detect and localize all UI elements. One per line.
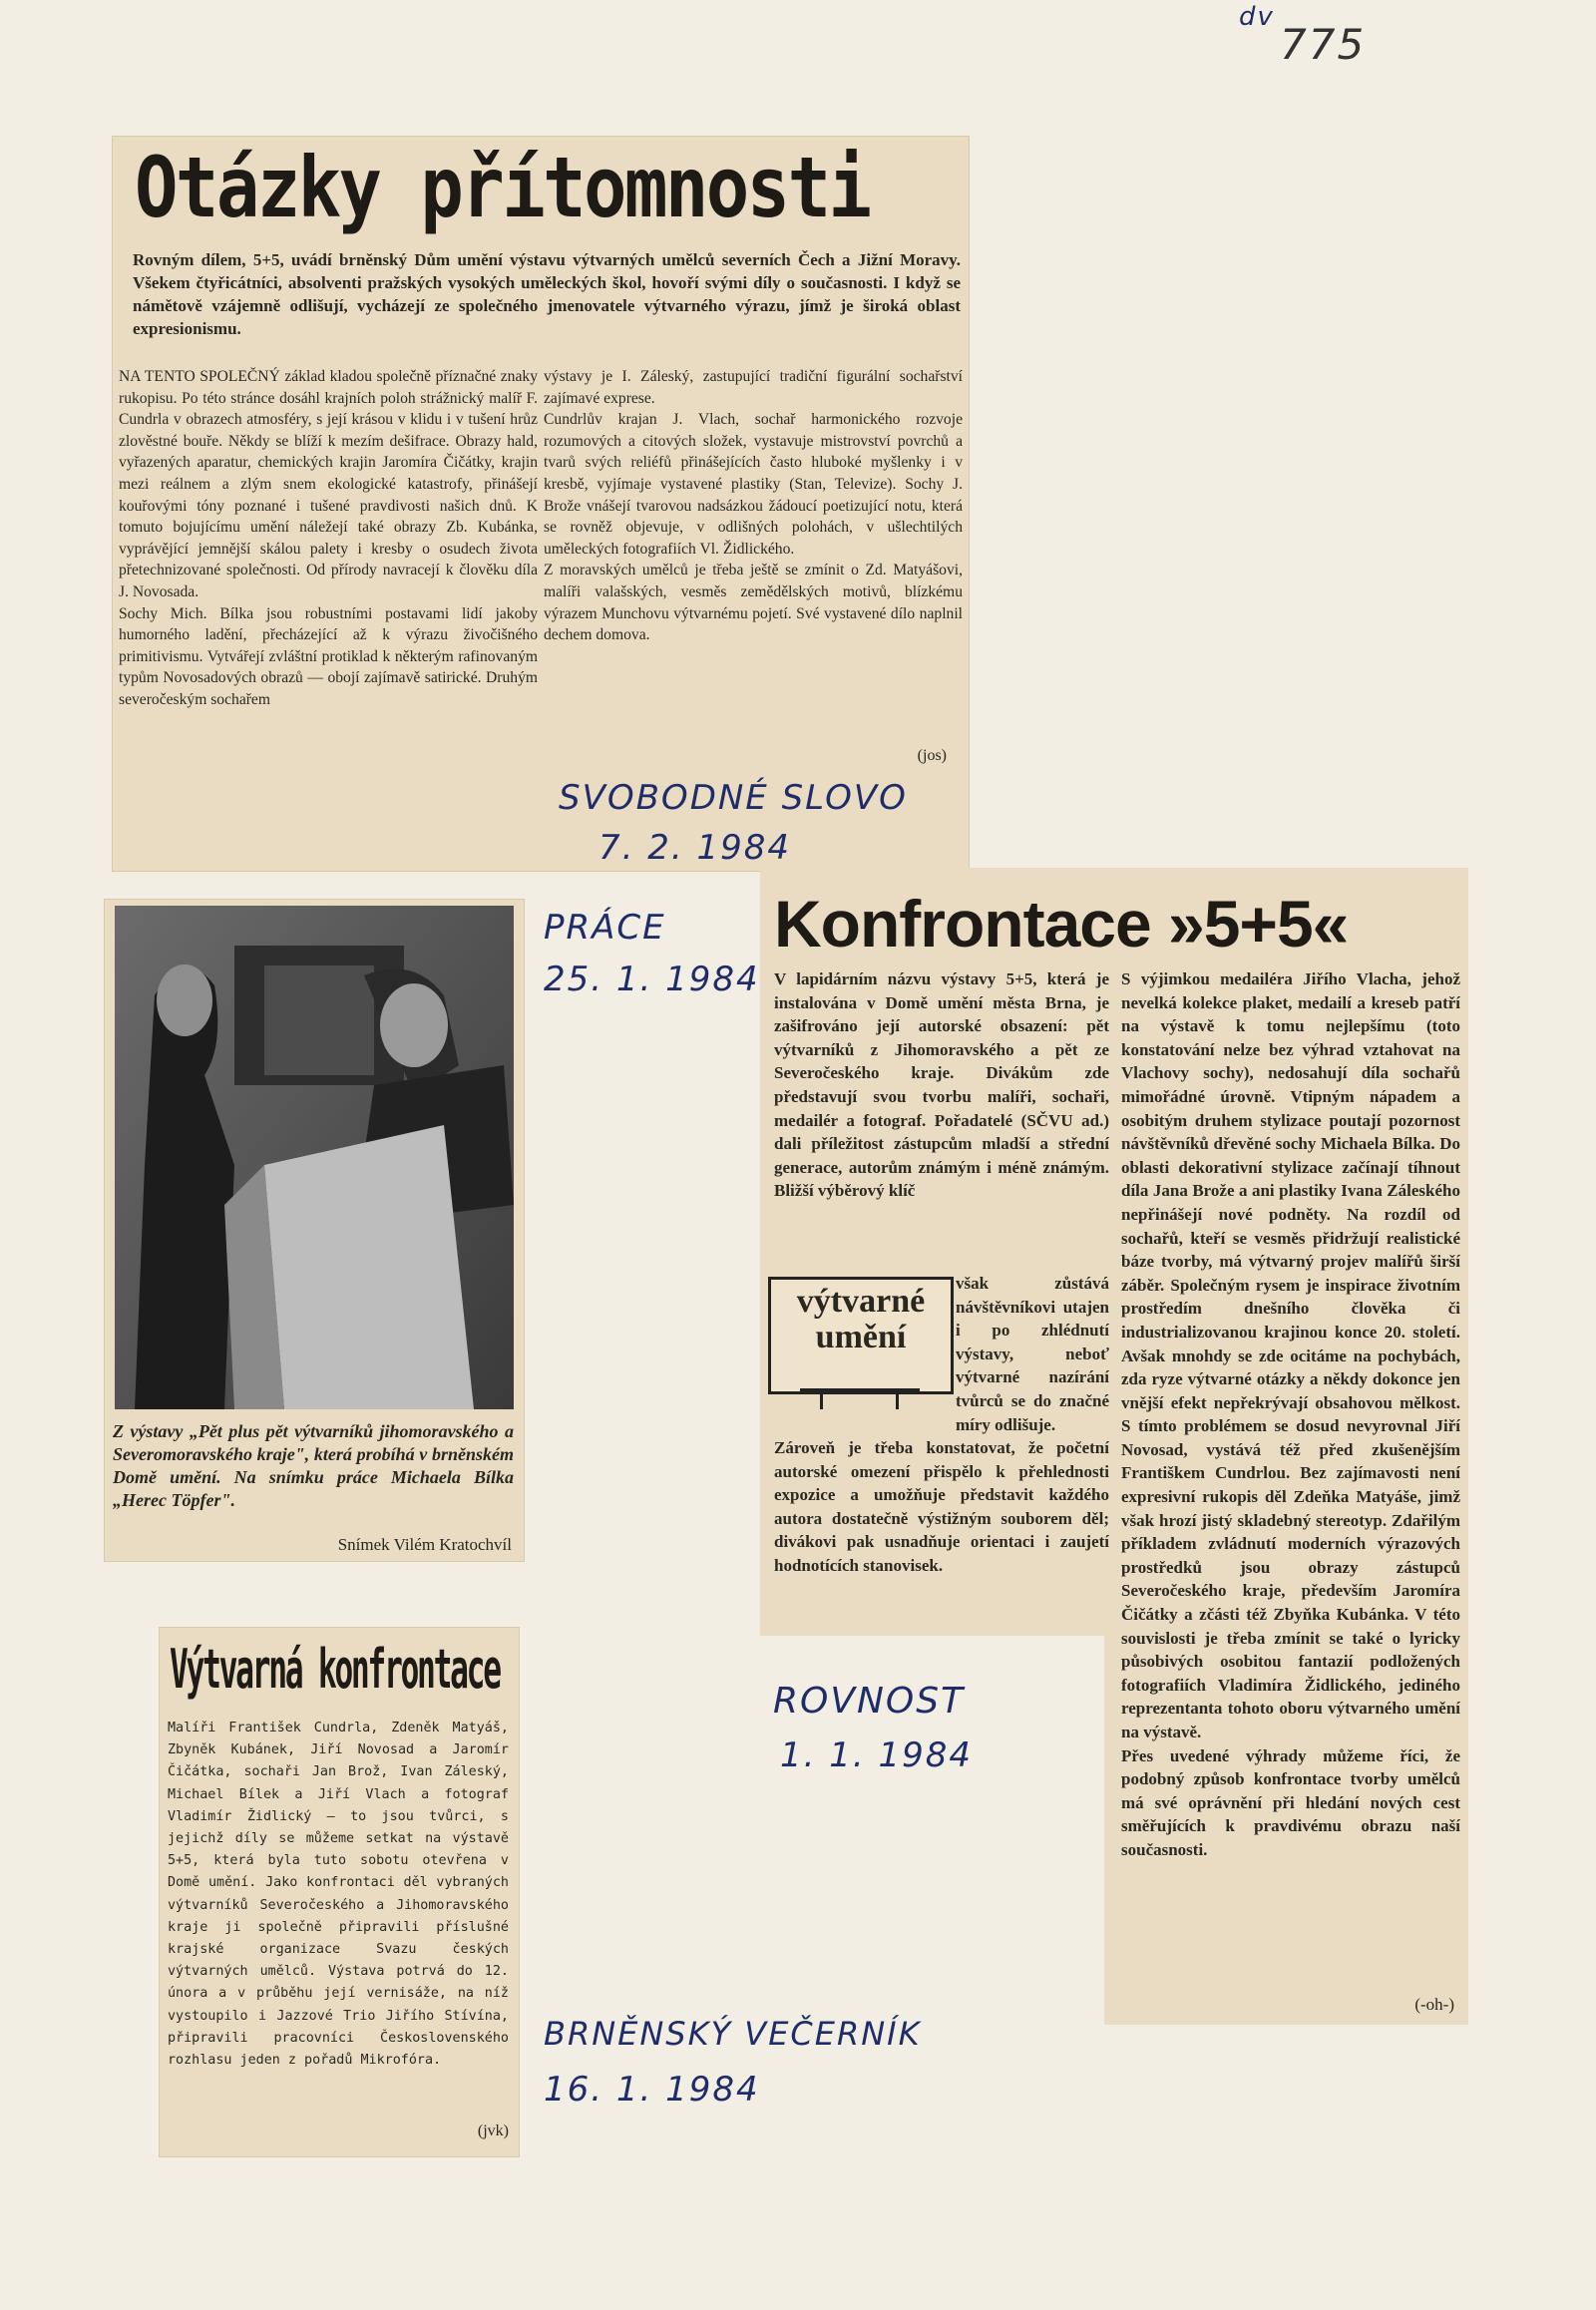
column-1-bottom: Zároveň je třeba konstatovat, že početní autorské omezení přispělo k přehlednosti expozice a umožňuje představit každého autora dostatečně výstižným souborem děl; divákovi pak usnadňuje orientaci i zaujetí hodnotících stanovisek. [774, 1438, 1109, 1575]
headline: Otázky přítomnosti [135, 139, 870, 236]
rubric-label: výtvarné umění [796, 1283, 926, 1355]
source-label-svobodne-slovo: SVOBODNÉ SLOVO [559, 778, 908, 818]
headline: Konfrontace »5+5« [774, 887, 1349, 961]
article-column-2: výstavy je I. Záleský, zastupující tradiční figurální sochařství zajímavé exprese. Cundrlův krajan J. Vlach, sochař harmonického rozvoje rozumových a citových složek, vystavuje mistrovství povrchů a tvarů svých reliéfů přinášejících často hluboké myšlenky i v kresbě, vyjímaje vystavené plastiky (Stan, Televize). Sochy J. Brože vnášejí tvarovou nadsázkou žádoucí poetizující notu, která se rovněž objevuje, v odlišných polohách, v ušlechtilých uměleckých fotografiích Vl. Židlického. Z moravských umělců je třeba ještě se zmínit o Zd. Matyášovi, malíři valašských, vesměs zemědělských motivů, blízkému výrazem Munchovu výtvarnému pojetí. Své vystavené dílo naplnil dechem domova. [544, 368, 963, 644]
source-date-svobodne-slovo: 7. 2. 1984 [598, 828, 792, 868]
source-date-rovnost: 1. 1. 1984 [780, 1735, 974, 1775]
rubric-stand [800, 1388, 920, 1411]
source-date-prace: 25. 1. 1984 [544, 960, 760, 999]
source-label-rovnost: ROVNOST [773, 1681, 966, 1722]
article-signature: (jos) [917, 747, 947, 764]
rubric-box [768, 1277, 954, 1394]
archive-number: 775 [1280, 20, 1367, 69]
headline: Výtvarná konfrontace [170, 1638, 500, 1701]
clipping-photo-prace [105, 900, 524, 1561]
photo-credit: Snímek Vilém Kratochvíl [337, 1535, 512, 1554]
article-signature: (-oh-) [1414, 1995, 1454, 2014]
article-body: Malíři František Cundrla, Zdeněk Matyáš, Zbyněk Kubánek, Jiří Novosad a Jaromír Čičátka, sochaři Jan Brož, Ivan Záleský, Michael Bílek a Jiří Vlach a fotograf Vladimír Židlický — to jsou tvůrci, s jejichž díly se můžeme setkat na výstavě 5+5, která byla tuto sobotu otevřena v Domě umění. Jako konfrontaci děl vybraných výtvarníků Severočeského a Jihomoravského kraje ji společně připravili příslušné krajské organizace Svazu českých výtvarných umělců. Výstava potrvá do 12. února a v průběhu její vernisáže, na níž vystoupilo i Jazzové Trio Jiřího Stívína, připravili pracovníci Československého rozhlasu jeden z pořadů Mikrofóra. [168, 1721, 509, 2069]
article-signature: (jvk) [477, 2122, 509, 2139]
lead-paragraph: Rovným dílem, 5+5, uvádí brněnský Dům umění výstavu výtvarných umělců severních Čech a Jižní Moravy. Všekem čtyřicátníci, absolventi pražských vysokých uměleckých škol, hovoří svými díly o současnosti. I když se námětově vzájemně odlišují, vycházejí ze společného jmenovatele výtvarného výrazu, jímž je široká oblast expresionismu. [133, 250, 961, 338]
photo-caption: Z výstavy „Pět plus pět výtvarníků jihomoravského a Severomoravského kraje", která probíhá v brněnském Domě umění. Na snímku práce Michaela Bílka „Herec Töpfer". [113, 1421, 514, 1510]
clipping-konfrontace [760, 868, 1468, 2025]
column-1-top: V lapidárním názvu výstavy 5+5, která je instalována v Domě umění města Brna, je zašifrováno její autorské obsazení: pět výtvarníků z Jihomoravského a pět ze Severočeského kraje. Divákům zde představují svou tvorbu malíři, sochaři, medailér a fotograf. Pořadatelé (SČVU ad.) dali příležitost zástupcům mladší a střední generace, autorům známým i méně známým. Bližší výběrový klíč [774, 969, 1109, 1201]
exhibition-photo [115, 906, 524, 1409]
source-label-prace: PRÁCE [544, 908, 666, 948]
archive-initials: dv [1239, 2, 1275, 32]
source-date-brnensky-vecernik: 16. 1. 1984 [544, 2070, 760, 2110]
article-column-1: NA TENTO SPOLEČNÝ základ kladou společně příznačné znaky rukopisu. Po této stránce dosáhl krajních poloh strážnický malíř F. Cundrla v obrazech atmosféry, s její krásou v klidu i v tušení hrůz zlověstné bouře. Někdy se blíží k mezím dešifrace. Obrazy hald, vyřazených aparatur, chemických krajin Jaromíra Čičátky, krajin mezi reálnem a zlým snem ekologické katastrofy, přinášejí kouřovými tóny poznané i tušené pravdivosti našich dnů. K tomuto bojujícímu umění náležejí také obrazy Zb. Kubánka, vyprávějící jemnější skálou palety i kresby o osudech života přetechnizované společnosti. Od přírody navracejí k člověku díla J. Novosada. Sochy Mich. Bílka jsou robustními postavami lidí jakoby humorného ladění, přecházející až k výrazu živočišného primitivismu. Vytvářejí zvláštní protiklad k některým rafinovaným typům Novosadových obrazů — obojí zajímavě satirické. Druhým severočeským sochařem [119, 368, 538, 708]
source-label-brnensky-vecernik: BRNĚNSKÝ VEČERNÍK [544, 2015, 922, 2053]
column-1-side: však zůstává návštěvníkovi utajen i po zhlédnutí výstavy, neboť výtvarné nazírání tvůrců se do značné míry odlišuje. [956, 1274, 1109, 1434]
clipping-otazky-pritomnosti [113, 137, 969, 871]
clipping-vytvarna-konfrontace [160, 1628, 519, 2156]
column-2: S výjimkou medailéra Jiřího Vlacha, jehož nevelká kolekce plaket, medailí a kreseb patří na výstavě k tomu nejlepšímu (toto konstatování nelze bez výhrad vztahovat na Vlachovy sochy), nedosahují díla sochařů mimořádné úrovně. Vtipným nápadem a osobitým druhem stylizace poutají pozornost návštěvníků dřevěné sochy Michaela Bílka. Do oblasti dekorativní stylizace začínají tíhnout díla Jana Brože a ani plastiky Ivana Záleského nepřinášejí nové podněty. Na rozdíl od sochařů, kteří se vesměs přidržují realistické báze tvorby, má výtvarný projev malířů širší záběr. Společným rysem je inspirace životním prostředím dnešního člověka či industrializovanou krajinou konce 20. století. Avšak mnohdy se zde ocitáme na pochybách, zda ryze výtvarné otázky a někdy dokonce jen vnější efekt nepřekrývají obsahovou mělkost. S tímto problémem se dosud nevyrovnal Jiří Novosad, vystává též před zkušenějším Františkem Cundrlou. Bez zajímavosti není expresivní rukopis děl Zdeňka Matyáše, jimž však hrozí jistý skladebný stereotyp. Zdařilým příkladem zvládnutí moderních výrazových prostředků jsou obrazy zástupců Severočeského kraje, především Jaromíra Čičátky a zčásti též Zbyňka Kubánka. V této souvislosti je třeba zmínit se také o lyricky působivých osobitou fantazií podložených fotografiích Vladimíra Židlického, jediného reprezentanta tohoto oboru výtvarného umění na výstavě. Přes uvedené výhrady můžeme říci, že podobný způsob konfrontace tvorby umělců má své oprávnění při hledání nových cest směřujících k pravdivému obrazu naší současnosti. [1121, 969, 1460, 1859]
